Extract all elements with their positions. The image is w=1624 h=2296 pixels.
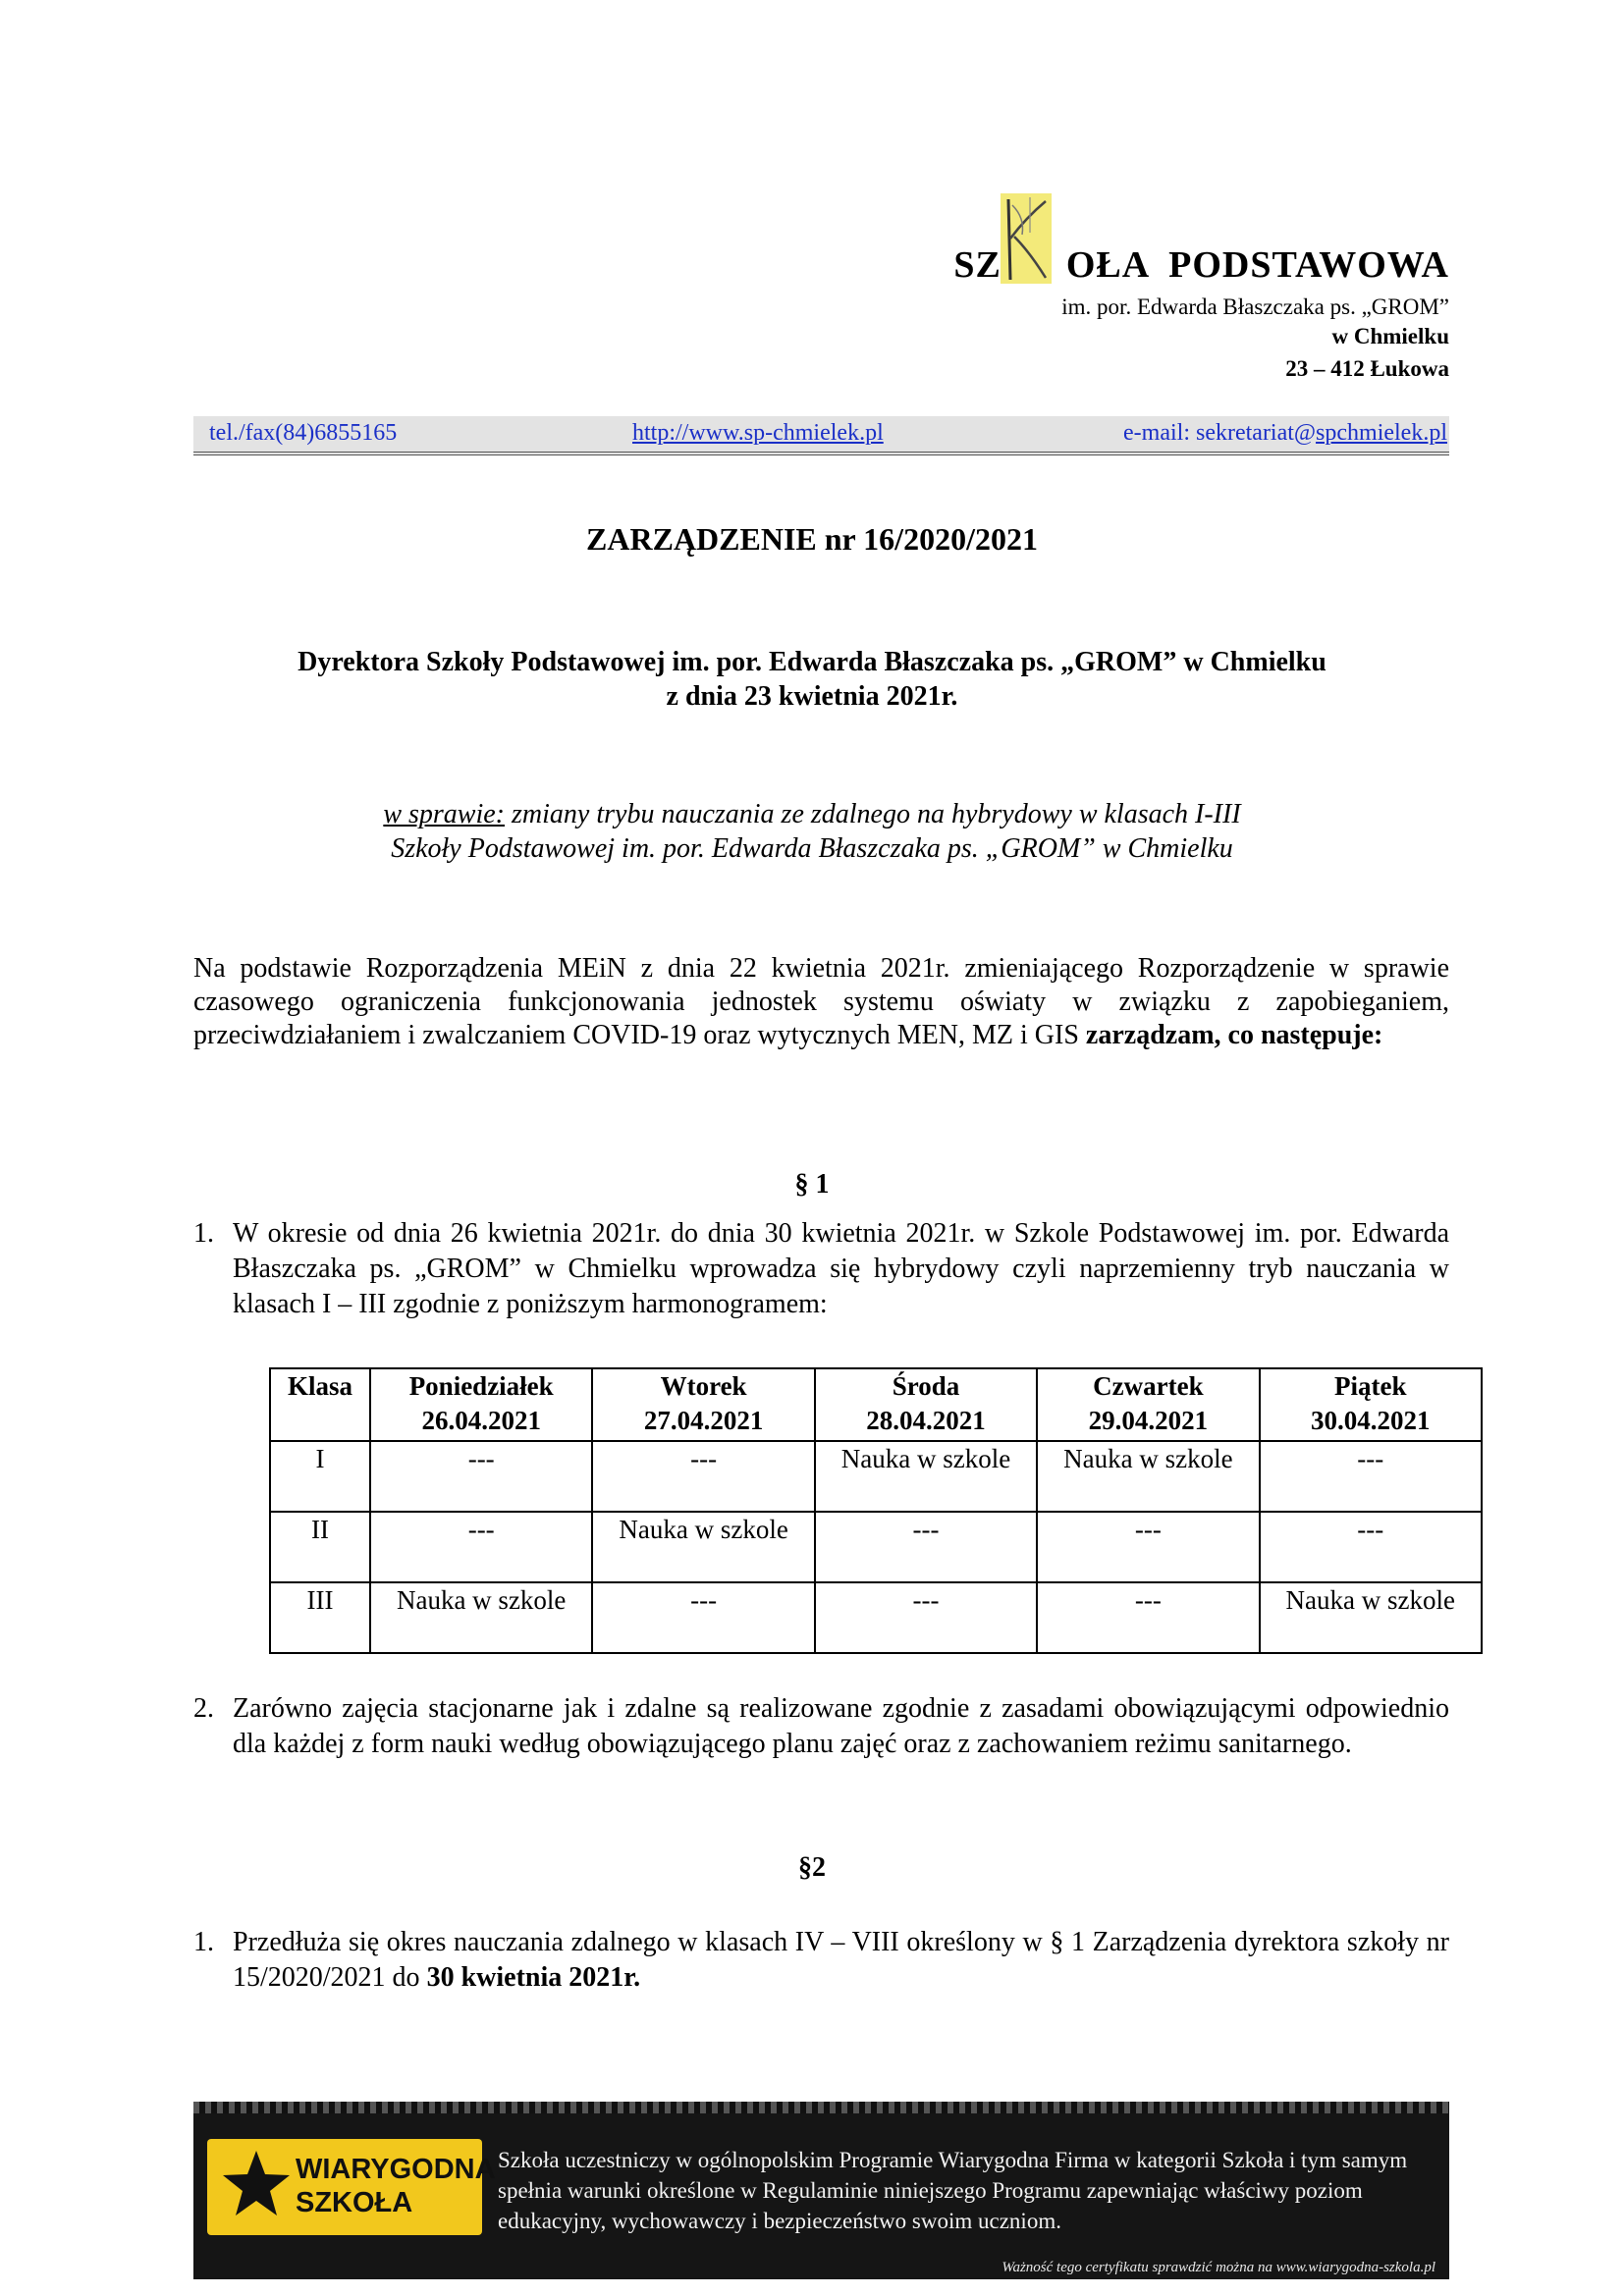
table-cell: --- [592, 1441, 814, 1512]
header-date: 29.04.2021 [1088, 1406, 1209, 1435]
header-thursday [1037, 1368, 1259, 1441]
table-cell: --- [1037, 1512, 1259, 1582]
issuer-line: Dyrektora Szkoły Podstawowej im. por. Edwarda Błaszczaka ps. „GROM” w Chmielku [298, 647, 1326, 677]
banner-text: Szkoła uczestniczy w ogólnopolskim Programie Wiarygodna Firma w kategorii Szkoła i tym samym spełnia warunki określone w Regulaminie niniejszego Programu zapewniając właściwy poziom edukacyjny, wychowawczy i bezpieczeństwo swoim uczniom. [498, 2148, 1408, 2233]
header-day: Wtorek [660, 1371, 747, 1401]
contact-bar [193, 416, 1449, 455]
school-name-rest: OŁA PODSTAWOWA [1065, 244, 1449, 286]
header-date: 28.04.2021 [866, 1406, 986, 1435]
header-day: Klasa [287, 1371, 352, 1401]
subject-label: w sprawie: [383, 799, 506, 829]
item-number: 2. [193, 1693, 214, 1724]
table-cell: Nauka w szkole [1037, 1441, 1259, 1512]
item-text-bold: 30 kwietnia 2021r. [426, 1962, 641, 1993]
class-cell: I [270, 1441, 370, 1512]
banner-note: Ważność tego certyfikatu sprawdzić można na www.wiarygodna-szkola.pl [1001, 2260, 1435, 2275]
school-postal: 23 – 412 Łukowa [1285, 356, 1449, 381]
item-text: W okresie od dnia 26 kwietnia 2021r. do dnia 30 kwietnia 2021r. w Szkole Podstawowej im. por. Edwarda Błaszczaka ps. „GROM” w Chmielku wprowadza się hybrydowy czyli naprzemienny tryb nauczania w klasach I – III zgodnie z poniższym harmonogramem: [233, 1218, 1449, 1319]
paragraph-1-mark: § 1 [794, 1169, 830, 1200]
document-number: ZARZĄDZENIE nr 16/2020/2021 [586, 521, 1038, 557]
header-day: Środa [892, 1371, 960, 1401]
header-date: 26.04.2021 [421, 1406, 541, 1435]
issuer-block [0, 645, 1624, 714]
item-text [233, 1925, 1449, 1996]
table-cell: --- [370, 1512, 592, 1582]
item-text: Zarówno zajęcia stacjonarne jak i zdalne są realizowane zgodnie z zasadami obowiązującymi odpowiednio dla każdej z form nauki według obowiązującego planu zajęć oraz z zachowaniem reżimu sanitarnego. [233, 1693, 1449, 1759]
table-cell: --- [1260, 1512, 1482, 1582]
schedule-table [269, 1367, 1483, 1654]
school-place: w Chmielku [1331, 324, 1449, 348]
badge-line-2: SZKOŁA [296, 2187, 413, 2218]
star-icon [221, 2149, 292, 2219]
table-cell: --- [1260, 1441, 1482, 1512]
paragraph-2-item-1 [193, 1925, 1449, 1996]
table-row [270, 1512, 1482, 1582]
paragraph-2-mark: §2 [798, 1852, 826, 1883]
table-cell: --- [1037, 1582, 1259, 1653]
wiarygodna-szkola-badge [207, 2139, 496, 2235]
item-text-main: Przedłuża się okres nauczania zdalnego w klasach IV – VIII określony w § 1 Zarządzenia dyrektora szkoły nr 15/2020/2021 do [233, 1927, 1449, 1993]
header-klasa [270, 1368, 370, 1441]
email-prefix: e-mail: sekretariat@ [1123, 420, 1317, 446]
table-cell: Nauka w szkole [815, 1441, 1037, 1512]
subject-school: Szkoły Podstawowej im. por. Edwarda Błaszczaka ps. „GROM” w Chmielku [391, 833, 1233, 864]
header-monday [370, 1368, 592, 1441]
class-cell: III [270, 1582, 370, 1653]
subject-text: zmiany trybu nauczania ze zdalnego na hybrydowy w klasach I-III [505, 799, 1241, 829]
legal-basis-text: Na podstawie Rozporządzenia MEiN z dnia 22 kwietnia 2021r. zmieniającego Rozporządzenie w sprawie czasowego ograniczenia funkcjonowania jednostek systemu oświaty w związku z zapobieganiem, przeciwdziałaniem i zwalczaniem COVID-19 oraz wytycznych MEN, MZ i GIS [193, 953, 1449, 1050]
certificate-banner [193, 2102, 1449, 2279]
table-row [270, 1441, 1482, 1512]
header-day: Piątek [1334, 1371, 1407, 1401]
header-day: Poniedziałek [408, 1371, 554, 1401]
table-cell: --- [370, 1441, 592, 1512]
website-link[interactable]: http://www.sp-chmielek.pl [632, 420, 884, 446]
header-day: Czwartek [1093, 1371, 1204, 1401]
banner-stripes [193, 2102, 1449, 2113]
header-date: 27.04.2021 [643, 1406, 764, 1435]
school-name [953, 243, 1449, 287]
contact-phone: tel./fax(84)6855165 [209, 420, 398, 446]
table-cell: --- [815, 1582, 1037, 1653]
header-tuesday [592, 1368, 814, 1441]
legal-basis [193, 952, 1449, 1052]
header-friday [1260, 1368, 1482, 1441]
table-cell: Nauka w szkole [1260, 1582, 1482, 1653]
item-number: 1. [193, 1927, 214, 1957]
table-cell: Nauka w szkole [592, 1512, 814, 1582]
badge-line-1: WIARYGODNA [296, 2154, 496, 2185]
paragraph-1-item-1 [193, 1216, 1449, 1322]
school-patron: im. por. Edwarda Błaszczaka ps. „GROM” [1061, 294, 1449, 319]
badge-text [296, 2153, 496, 2219]
schedule-header-row [270, 1368, 1482, 1441]
header-wednesday [815, 1368, 1037, 1441]
table-cell: --- [815, 1512, 1037, 1582]
class-cell: II [270, 1512, 370, 1582]
subject-block [0, 797, 1624, 866]
email-link[interactable] [1123, 420, 1447, 447]
school-name-prefix: SZ [953, 244, 1001, 286]
table-row [270, 1582, 1482, 1653]
item-number: 1. [193, 1218, 214, 1249]
header-date: 30.04.2021 [1311, 1406, 1431, 1435]
paragraph-1-item-2 [193, 1691, 1449, 1762]
table-cell: Nauka w szkole [370, 1582, 592, 1653]
issue-date: z dnia 23 kwietnia 2021r. [666, 681, 958, 712]
table-cell: --- [592, 1582, 814, 1653]
email-domain: spchmielek.pl [1316, 420, 1447, 446]
legal-basis-bold: zarządzam, co następuje: [1085, 1020, 1383, 1050]
